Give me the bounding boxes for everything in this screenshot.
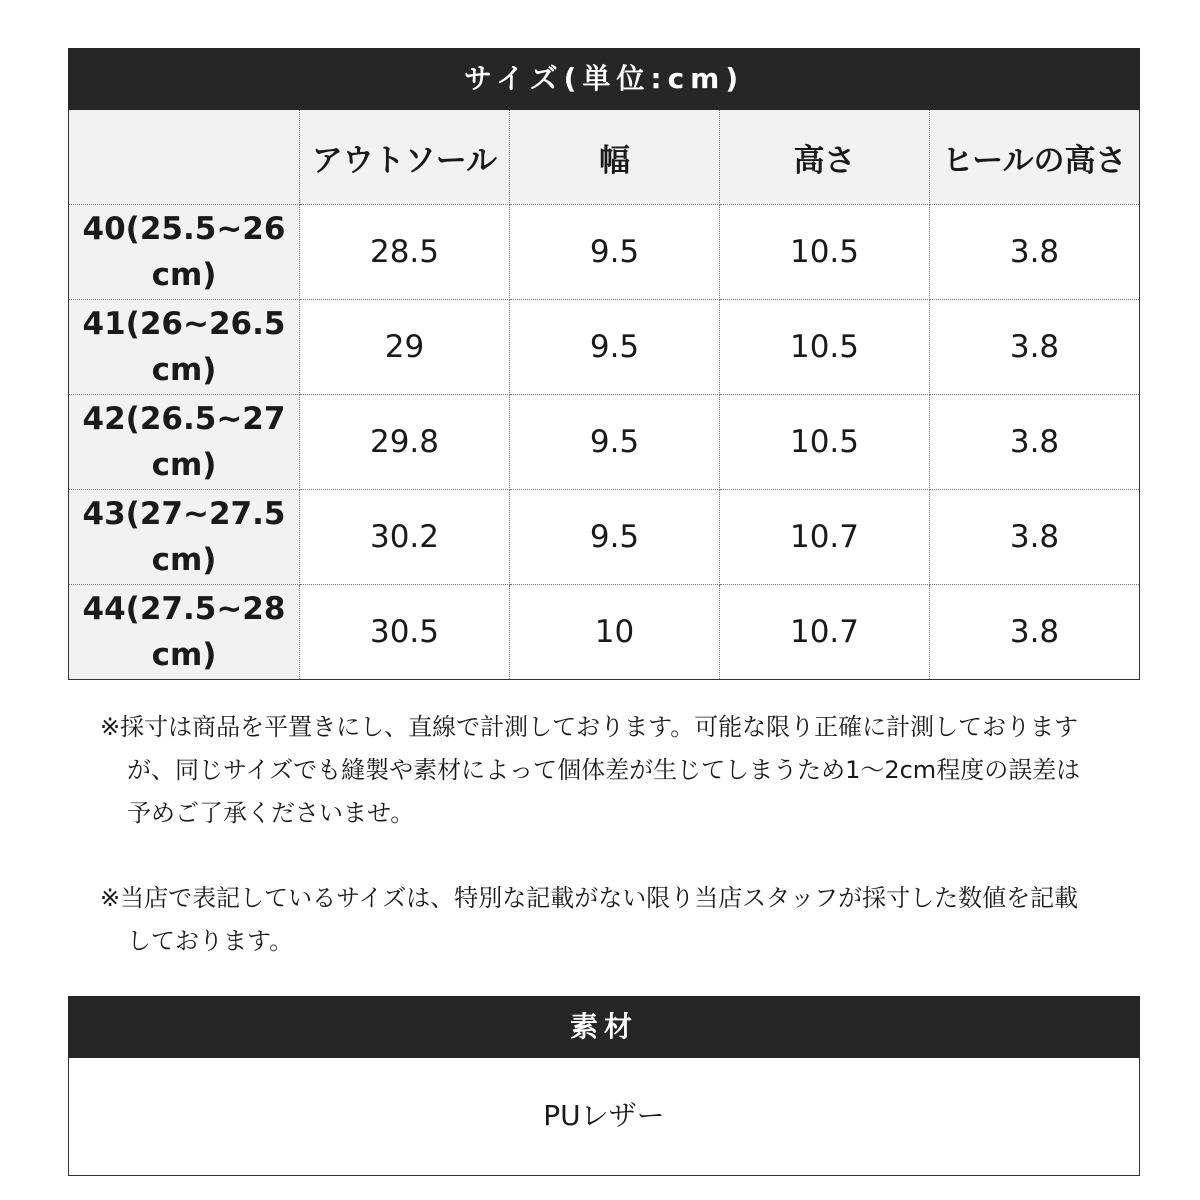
cell-outsole: 29 <box>300 300 510 395</box>
cell-height: 10.5 <box>720 205 930 300</box>
row-label-line: cm) <box>151 257 217 293</box>
size-table-section <box>68 48 1140 680</box>
row-label-line: cm) <box>151 542 217 578</box>
cell-height: 10.5 <box>720 300 930 395</box>
row-label-line: 43(27~27.5 <box>82 496 286 532</box>
material-section <box>68 996 1140 1176</box>
cell-heel-height: 3.8 <box>930 300 1140 395</box>
cell-width: 9.5 <box>510 395 720 490</box>
table-row <box>69 585 1140 680</box>
table-row <box>69 490 1140 585</box>
cell-width: 9.5 <box>510 205 720 300</box>
header-cell-blank <box>69 110 300 205</box>
table-row <box>69 395 1140 490</box>
cell-outsole: 29.8 <box>300 395 510 490</box>
cell-heel-height: 3.8 <box>930 395 1140 490</box>
row-label-size-41 <box>69 300 300 395</box>
row-label-line: cm) <box>151 447 217 483</box>
row-label-line: 44(27.5~28 <box>82 591 286 627</box>
table-row <box>69 300 1140 395</box>
cell-heel-height: 3.8 <box>1009 614 1060 650</box>
note-measurement-method: ※採寸は商品を平置きにし、直線で計測しております。可能な限り正確に計測しておりますが、同じサイズでも縫製や素材によって個体差が生じてしまうため1～2cm程度の誤差は予めご了承くださいませ。 <box>100 713 1081 827</box>
size-table-title: サイズ(単位:cm) <box>68 48 1140 110</box>
header-cell-width: 幅 <box>510 110 720 205</box>
cell-width: 10 <box>510 585 720 680</box>
cell-width: 9.5 <box>510 300 720 395</box>
size-table <box>68 110 1140 680</box>
row-label-size-42 <box>69 395 300 490</box>
table-row <box>69 205 1140 300</box>
row-label-line: cm) <box>151 352 217 388</box>
cell-heel-height: 3.8 <box>930 205 1140 300</box>
measurement-notes <box>100 706 1100 963</box>
row-label-line: cm) <box>151 637 217 673</box>
row-label-size-43 <box>69 490 300 585</box>
cell-outsole: 30.5 <box>300 585 510 680</box>
size-table-header-row <box>69 110 1140 205</box>
cell-height: 10.7 <box>720 585 930 680</box>
cell-width: 9.5 <box>510 490 720 585</box>
cell-outsole: 30.2 <box>300 490 510 585</box>
row-label-line: 42(26.5~27 <box>82 401 286 437</box>
cell-height: 10.5 <box>720 395 930 490</box>
header-cell-height: 高さ <box>720 110 930 205</box>
cell-height: 10.7 <box>720 490 930 585</box>
material-title: 素材 <box>68 996 1140 1058</box>
header-cell-heel-height: ヒールの高さ <box>930 110 1140 205</box>
row-label-size-44 <box>69 585 300 680</box>
material-value: PUレザー <box>68 1058 1140 1176</box>
header-cell-outsole: アウトソール <box>300 110 510 205</box>
row-label-line: 41(26~26.5 <box>82 306 286 342</box>
cell-heel-height: 3.8 <box>930 490 1140 585</box>
row-label-size-40 <box>69 205 300 300</box>
note-size-notation: ※当店で表記しているサイズは、特別な記載がない限り当店スタッフが採寸した数値を記載しております。 <box>100 884 1079 955</box>
cell-outsole: 28.5 <box>300 205 510 300</box>
row-label-line: 40(25.5~26 <box>82 211 286 247</box>
